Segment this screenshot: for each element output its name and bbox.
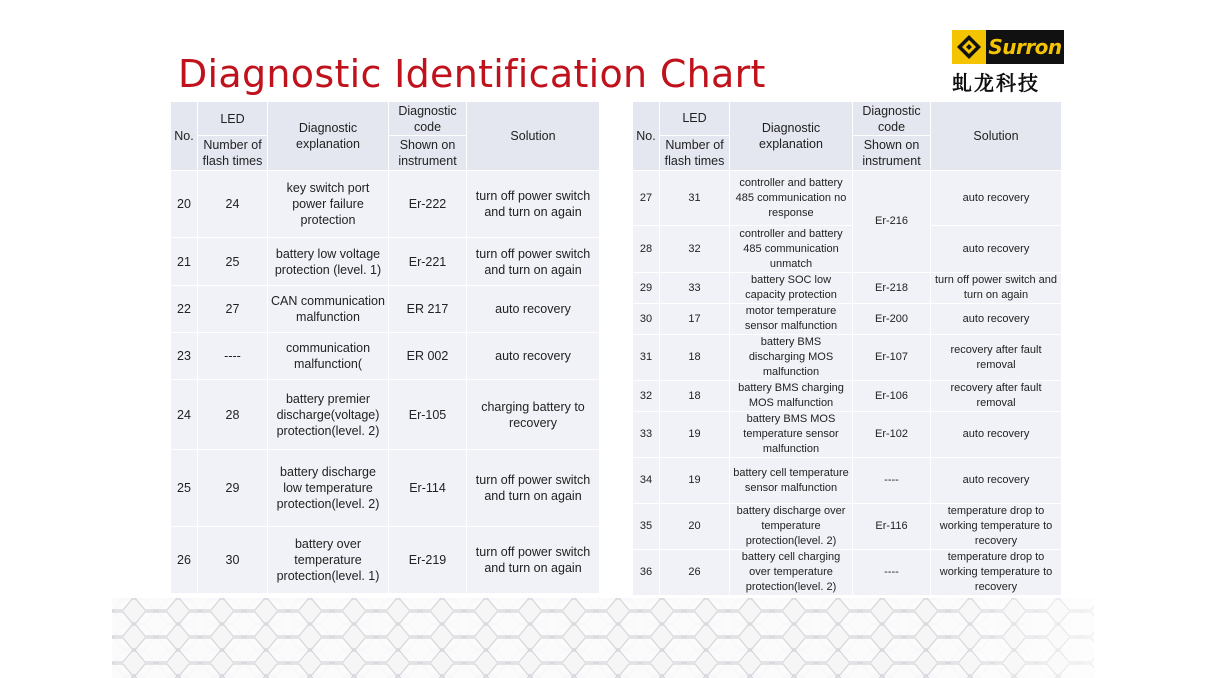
table-row bbox=[171, 527, 600, 594]
row-explanation: battery premier discharge(voltage) protection(level. 2) bbox=[268, 380, 389, 450]
table-row bbox=[633, 381, 1062, 412]
row-code: Er-106 bbox=[853, 381, 931, 412]
row-flash: 28 bbox=[198, 380, 268, 450]
header-led: LED bbox=[660, 102, 730, 136]
row-solution: temperature drop to working temperature to recovery bbox=[931, 504, 1062, 550]
row-code: Er-105 bbox=[389, 380, 467, 450]
table-row bbox=[633, 273, 1062, 304]
table-row bbox=[633, 504, 1062, 550]
row-explanation: battery BMS charging MOS malfunction bbox=[730, 381, 853, 412]
header-code: Diagnostic code bbox=[853, 102, 931, 136]
logo-badge bbox=[952, 30, 1064, 64]
row-code: ---- bbox=[853, 550, 931, 596]
row-explanation: battery low voltage protection (level. 1) bbox=[268, 238, 389, 286]
table-row bbox=[633, 171, 1062, 226]
row-flash: ---- bbox=[198, 333, 268, 380]
header-explanation: Diagnostic explanation bbox=[268, 102, 389, 171]
row-flash: 32 bbox=[660, 226, 730, 273]
header-led: LED bbox=[198, 102, 268, 136]
table-row bbox=[171, 238, 600, 286]
table-header-row bbox=[633, 102, 1062, 136]
header-solution: Solution bbox=[467, 102, 600, 171]
table-row bbox=[171, 380, 600, 450]
row-no: 29 bbox=[633, 273, 660, 304]
table-row bbox=[171, 450, 600, 527]
row-code: Er-219 bbox=[389, 527, 467, 594]
row-code: Er-221 bbox=[389, 238, 467, 286]
row-explanation: battery discharge over temperature protection(level. 2) bbox=[730, 504, 853, 550]
row-solution: turn off power switch and turn on again bbox=[467, 238, 600, 286]
header-instrument: Shown on instrument bbox=[853, 136, 931, 171]
row-code: ER 217 bbox=[389, 286, 467, 333]
row-explanation: controller and battery 485 communication no response bbox=[730, 171, 853, 226]
row-code: Er-107 bbox=[853, 335, 931, 381]
table-row bbox=[171, 286, 600, 333]
row-solution: turn off power switch and turn on again bbox=[467, 527, 600, 594]
row-solution: turn off power switch and turn on again bbox=[467, 171, 600, 238]
header-instrument: Shown on instrument bbox=[389, 136, 467, 171]
row-flash: 24 bbox=[198, 171, 268, 238]
table-row bbox=[171, 171, 600, 238]
logo-brand-text: Surron bbox=[986, 30, 1064, 64]
row-solution: auto recovery bbox=[931, 304, 1062, 335]
row-no: 35 bbox=[633, 504, 660, 550]
row-flash: 29 bbox=[198, 450, 268, 527]
page-title: Diagnostic Identification Chart bbox=[178, 52, 766, 96]
row-solution: temperature drop to working temperature to recovery bbox=[931, 550, 1062, 596]
header-no: No. bbox=[171, 102, 198, 171]
table-row bbox=[633, 304, 1062, 335]
surron-logo bbox=[952, 30, 1064, 96]
header-code: Diagnostic code bbox=[389, 102, 467, 136]
header-flash-times: Number of flash times bbox=[198, 136, 268, 171]
row-solution: auto recovery bbox=[931, 226, 1062, 273]
row-solution: turn off power switch and turn on again bbox=[467, 450, 600, 527]
row-no: 28 bbox=[633, 226, 660, 273]
hexagon-pattern-decoration bbox=[112, 598, 1094, 678]
table-row bbox=[633, 412, 1062, 458]
row-explanation: communication malfunction( bbox=[268, 333, 389, 380]
table-header-row bbox=[171, 102, 600, 136]
row-solution: recovery after fault removal bbox=[931, 381, 1062, 412]
row-code: Er-218 bbox=[853, 273, 931, 304]
row-flash: 17 bbox=[660, 304, 730, 335]
diagnostic-table-right bbox=[632, 101, 1062, 596]
row-no: 26 bbox=[171, 527, 198, 594]
row-no: 24 bbox=[171, 380, 198, 450]
table-row bbox=[171, 333, 600, 380]
header-explanation: Diagnostic explanation bbox=[730, 102, 853, 171]
row-code: Er-216 bbox=[853, 171, 931, 273]
row-no: 25 bbox=[171, 450, 198, 527]
row-flash: 19 bbox=[660, 412, 730, 458]
row-no: 30 bbox=[633, 304, 660, 335]
row-flash: 31 bbox=[660, 171, 730, 226]
row-no: 22 bbox=[171, 286, 198, 333]
row-code: Er-114 bbox=[389, 450, 467, 527]
row-explanation: controller and battery 485 communication unmatch bbox=[730, 226, 853, 273]
row-solution: auto recovery bbox=[467, 333, 600, 380]
logo-mark-icon bbox=[952, 30, 986, 64]
row-flash: 27 bbox=[198, 286, 268, 333]
row-no: 27 bbox=[633, 171, 660, 226]
row-explanation: CAN communication malfunction bbox=[268, 286, 389, 333]
row-solution: auto recovery bbox=[931, 412, 1062, 458]
row-flash: 18 bbox=[660, 381, 730, 412]
header-no: No. bbox=[633, 102, 660, 171]
row-no: 20 bbox=[171, 171, 198, 238]
row-flash: 25 bbox=[198, 238, 268, 286]
row-explanation: battery BMS discharging MOS malfunction bbox=[730, 335, 853, 381]
row-flash: 30 bbox=[198, 527, 268, 594]
row-no: 21 bbox=[171, 238, 198, 286]
diagnostic-table-left bbox=[170, 101, 600, 594]
header-flash-times: Number of flash times bbox=[660, 136, 730, 171]
row-code: Er-200 bbox=[853, 304, 931, 335]
row-code: Er-116 bbox=[853, 504, 931, 550]
table-row bbox=[633, 335, 1062, 381]
header-solution: Solution bbox=[931, 102, 1062, 171]
row-explanation: battery over temperature protection(level. 1) bbox=[268, 527, 389, 594]
row-flash: 19 bbox=[660, 458, 730, 504]
row-solution: charging battery to recovery bbox=[467, 380, 600, 450]
row-explanation: battery SOC low capacity protection bbox=[730, 273, 853, 304]
row-solution: auto recovery bbox=[467, 286, 600, 333]
row-explanation: battery cell temperature sensor malfunction bbox=[730, 458, 853, 504]
row-flash: 20 bbox=[660, 504, 730, 550]
row-no: 33 bbox=[633, 412, 660, 458]
row-code: ---- bbox=[853, 458, 931, 504]
row-explanation: battery BMS MOS temperature sensor malfunction bbox=[730, 412, 853, 458]
row-explanation: battery cell charging over temperature protection(level. 2) bbox=[730, 550, 853, 596]
row-code: ER 002 bbox=[389, 333, 467, 380]
table-row bbox=[633, 550, 1062, 596]
row-flash: 26 bbox=[660, 550, 730, 596]
row-explanation: key switch port power failure protection bbox=[268, 171, 389, 238]
row-code: Er-222 bbox=[389, 171, 467, 238]
table-row bbox=[633, 458, 1062, 504]
row-flash: 18 bbox=[660, 335, 730, 381]
row-solution: auto recovery bbox=[931, 171, 1062, 226]
row-solution: recovery after fault removal bbox=[931, 335, 1062, 381]
row-flash: 33 bbox=[660, 273, 730, 304]
row-code: Er-102 bbox=[853, 412, 931, 458]
row-no: 32 bbox=[633, 381, 660, 412]
row-solution: auto recovery bbox=[931, 458, 1062, 504]
row-explanation: battery discharge low temperature protection(level. 2) bbox=[268, 450, 389, 527]
row-no: 23 bbox=[171, 333, 198, 380]
row-no: 34 bbox=[633, 458, 660, 504]
table-row bbox=[633, 226, 1062, 273]
row-no: 36 bbox=[633, 550, 660, 596]
row-solution: turn off power switch and turn on again bbox=[931, 273, 1062, 304]
row-no: 31 bbox=[633, 335, 660, 381]
row-explanation: motor temperature sensor malfunction bbox=[730, 304, 853, 335]
logo-chinese-text: 虬龙科技 bbox=[952, 71, 1040, 95]
